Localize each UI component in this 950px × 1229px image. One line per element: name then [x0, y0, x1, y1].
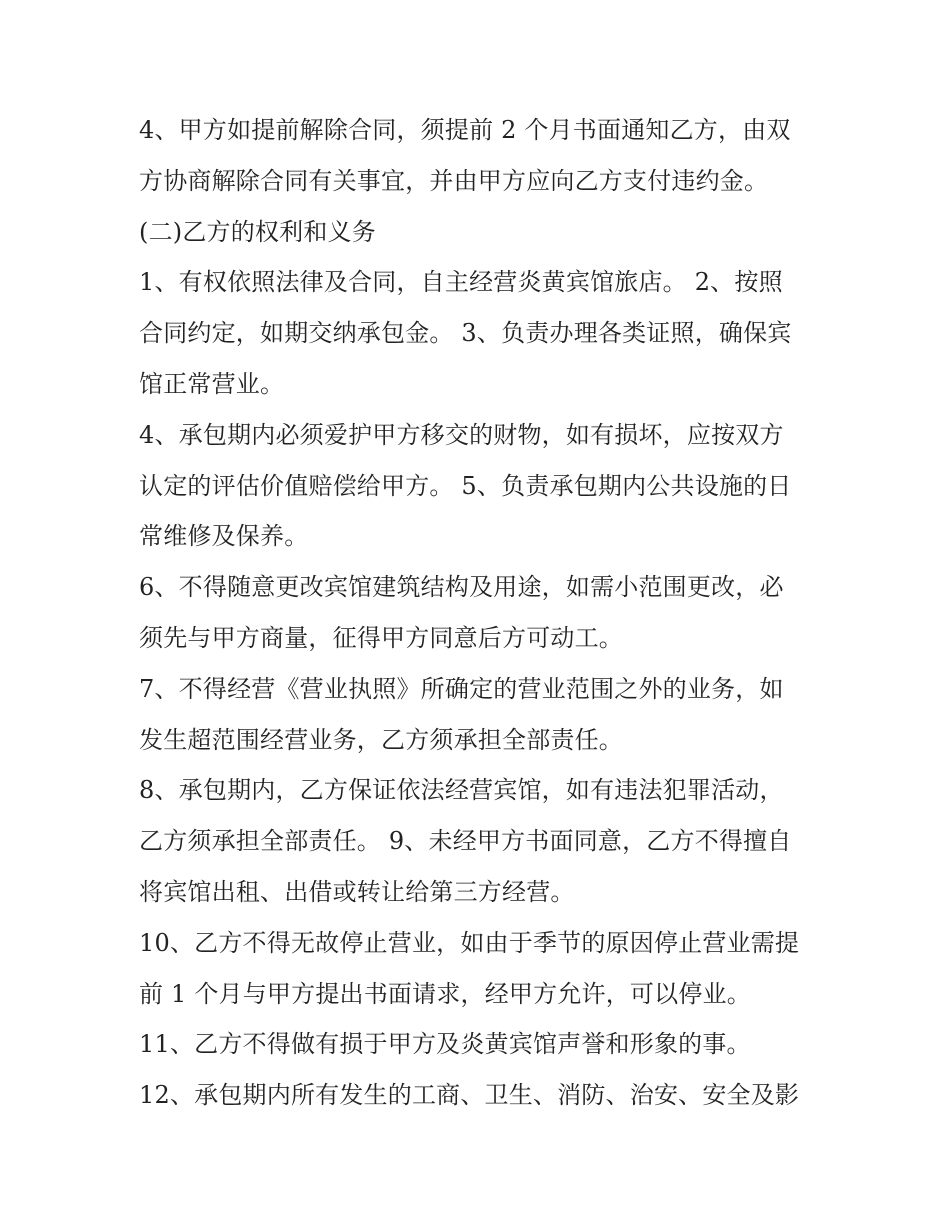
text-line: 合同约定，如期交纳承包金。 3、负责办理各类证照，确保宾 — [139, 319, 792, 348]
text-line: 12、承包期内所有发生的工商、卫生、消防、治安、安全及影 — [139, 1081, 800, 1110]
text-line: 认定的评估价值赔偿给甲方。 5、负责承包期内公共设施的日 — [139, 471, 792, 500]
text-line: 4、甲方如提前解除合同，须提前 2 个月书面通知乙方，由双 — [139, 116, 791, 144]
text-line: 8、承包期内，乙方保证依法经营宾馆，如有违法犯罪活动， — [139, 776, 784, 805]
text-line: 4、承包期内必须爱护甲方移交的财物，如有损坏，应按双方 — [139, 420, 784, 449]
text-line: 乙方须承担全部责任。 9、未经甲方书面同意，乙方不得擅自 — [139, 827, 792, 856]
text-line: 发生超范围经营业务，乙方须承担全部责任。 — [139, 725, 623, 754]
text-line: 将宾馆出租、出借或转让给第三方经营。 — [139, 877, 575, 906]
text-line: 7、不得经营《营业执照》所确定的营业范围之外的业务，如 — [139, 674, 784, 703]
text-line: 须先与甲方商量，征得甲方同意后方可动工。 — [139, 623, 623, 652]
text-line: 10、乙方不得无故停止营业，如由于季节的原因停止营业需提 — [139, 928, 800, 957]
text-line: 1、有权依照法律及合同，自主经营炎黄宾馆旅店。 2、按照 — [139, 268, 783, 297]
text-line: 馆正常营业。 — [139, 369, 285, 398]
text-line: 常维修及保养。 — [139, 522, 309, 551]
text-line: 前 1 个月与甲方提出书面请求，经甲方允许，可以停业。 — [139, 979, 751, 1008]
contract-text — [139, 105, 819, 1121]
text-line: 方协商解除合同有关事宜，并由甲方应向乙方支付违约金。 — [139, 166, 769, 195]
text-line: 11、乙方不得做有损于甲方及炎黄宾馆声誉和形象的事。 — [139, 1030, 751, 1059]
section-heading: (二)乙方的权利和义务 — [139, 217, 376, 246]
text-line: 6、不得随意更改宾馆建筑结构及用途，如需小范围更改，必 — [139, 573, 784, 602]
